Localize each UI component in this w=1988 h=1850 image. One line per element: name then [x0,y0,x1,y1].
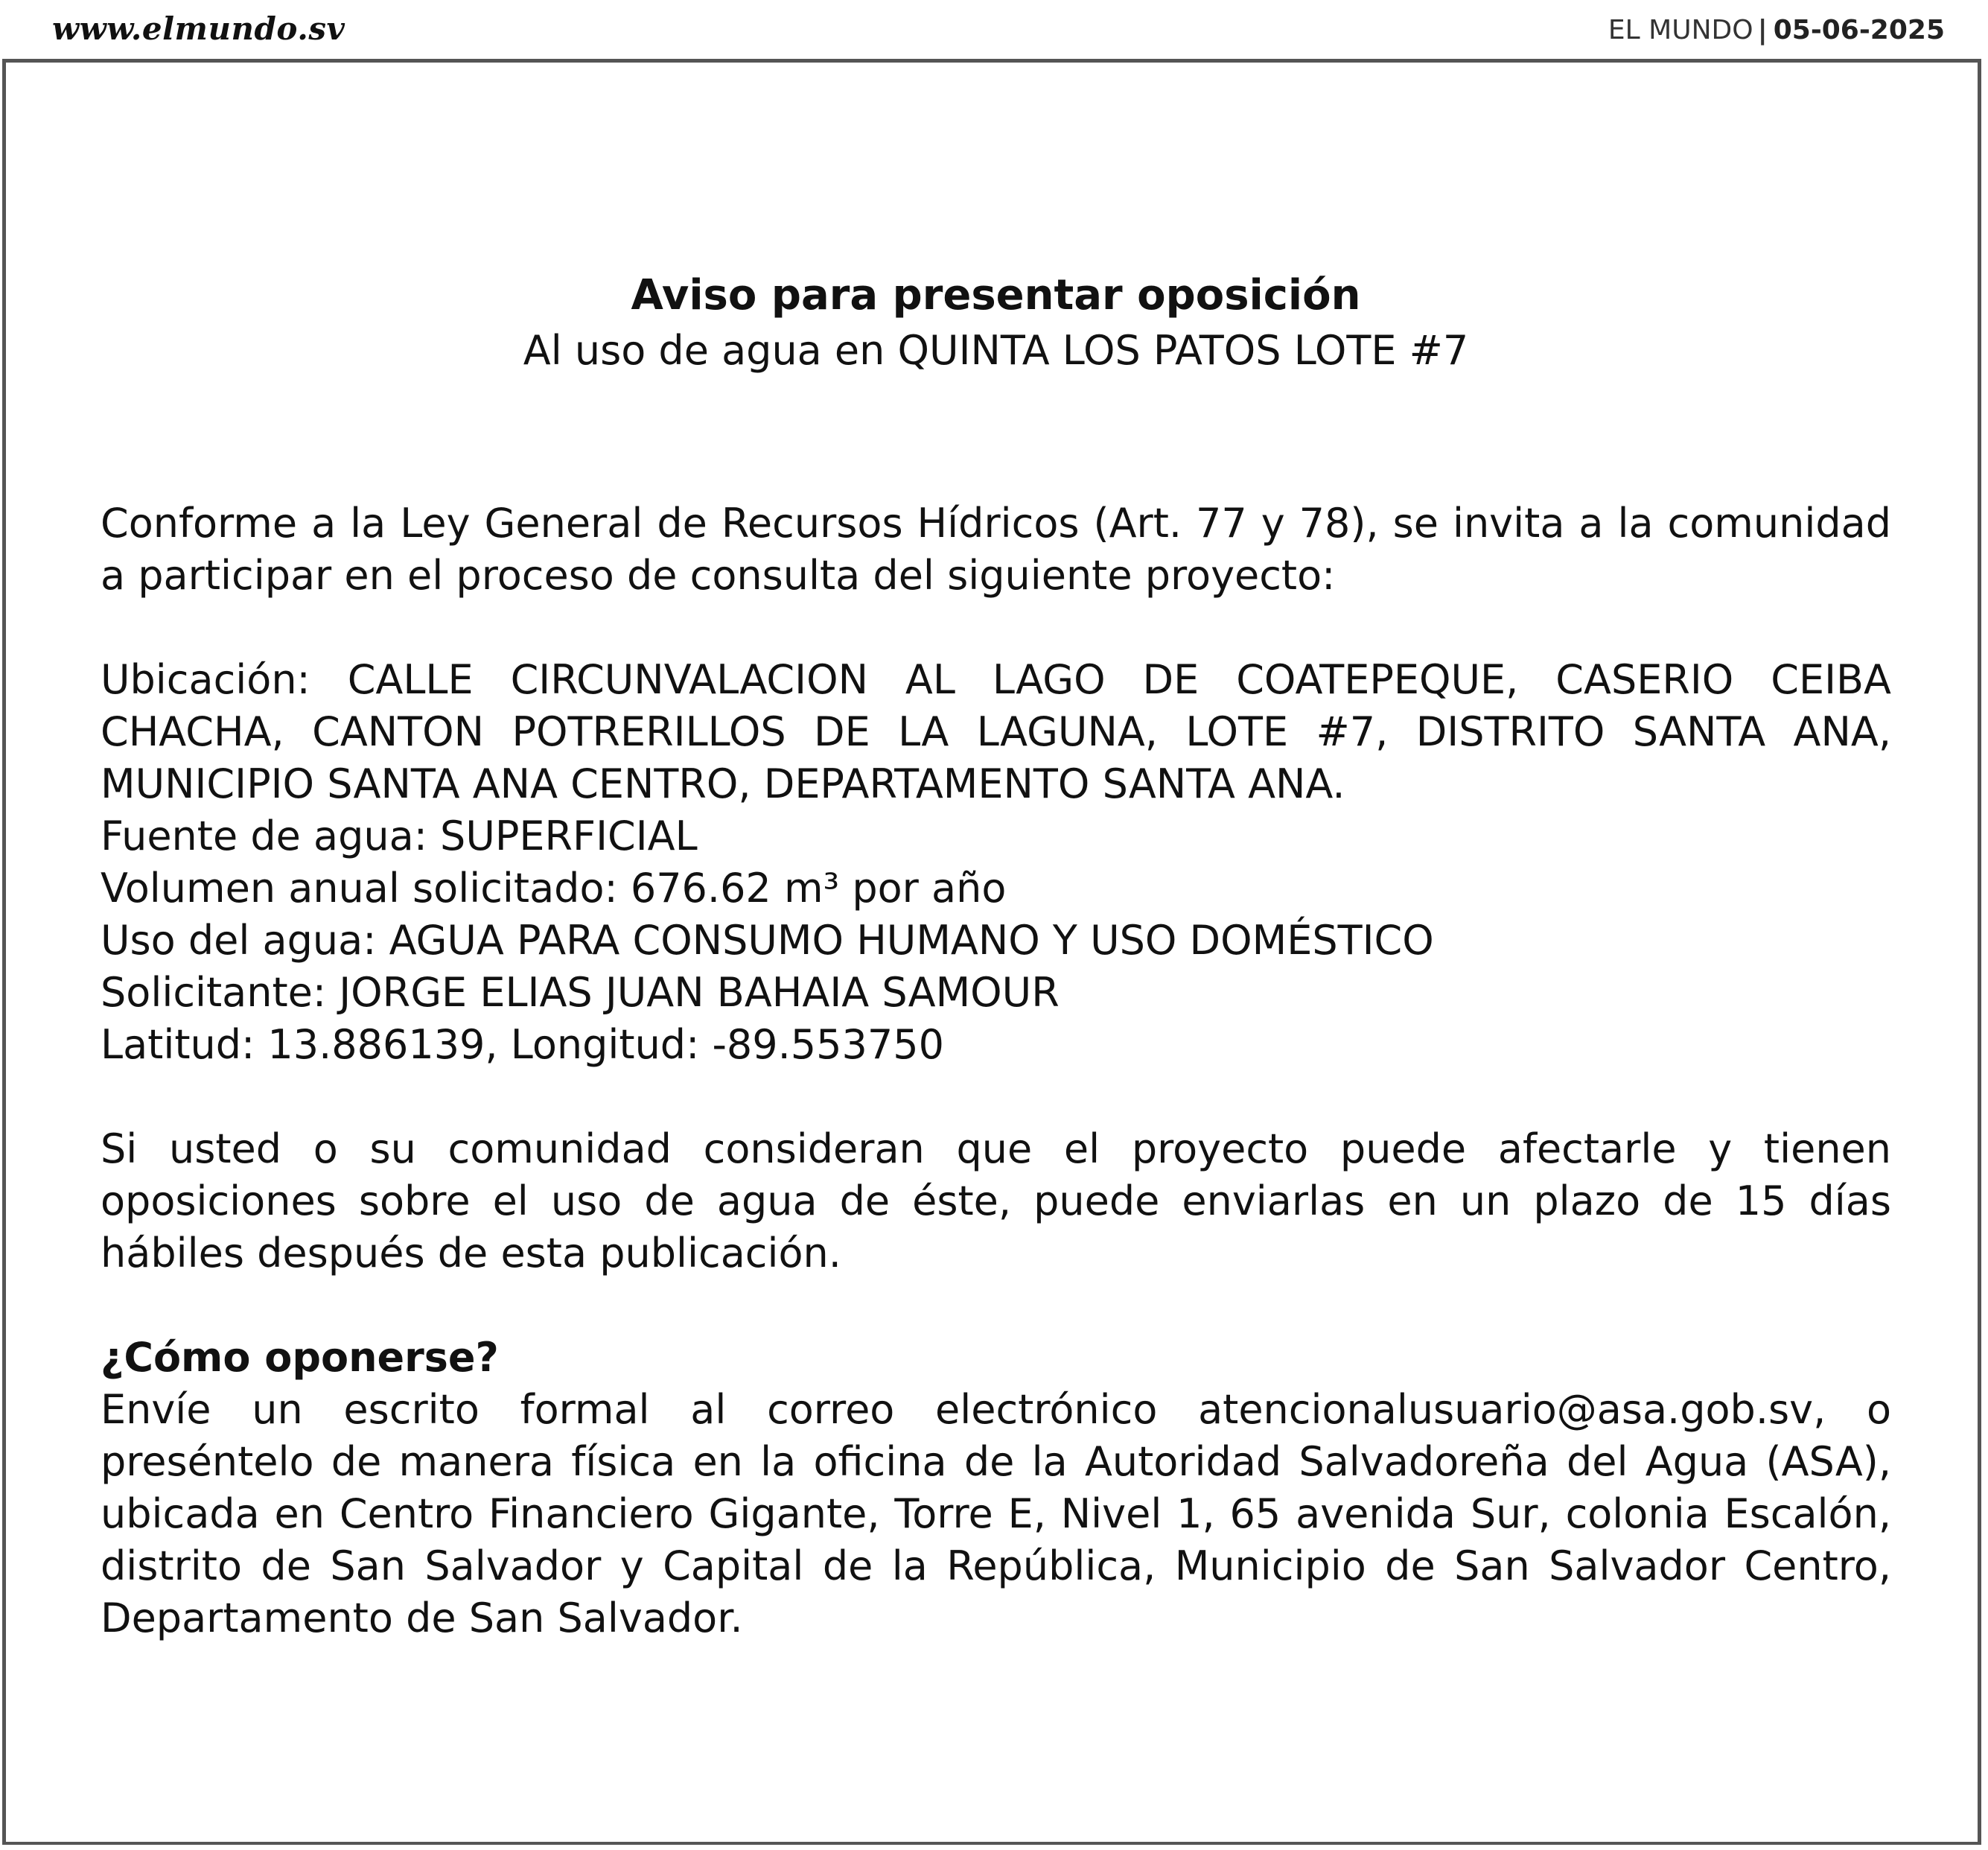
masthead [0,0,1988,60]
how-to-oppose-paragraph: Envíe un escrito formal al correo electrónico atencionalusuario@asa.gob.sv, o preséntelo de manera física en la oficina de la Autoridad Salvadoreña del Agua (ASA), ubicada en Centro Financiero Gigante, Torre E, Nivel 1, 65 avenida Sur, colonia Escalón, distrito de San Salvador y Capital de la República, Municipio de San Salvador Centro, Departamento de San Salvador. [101,1386,1891,1641]
edition-info [1608,15,1945,45]
coordinates-line: Latitud: 13.886139, Longitud: -89.553750 [101,1021,944,1068]
edition-separator: | [1757,15,1768,45]
water-use-line: Uso del agua: AGUA PARA CONSUMO HUMANO Y USO DOMÉSTICO [101,917,1434,964]
notice-content [101,268,1891,1644]
how-to-oppose-heading: ¿Cómo oponerse? [101,1334,499,1381]
publication-date: 05-06-2025 [1773,15,1945,45]
site-url: www.elmundo.sv [52,10,345,47]
applicant-line: Solicitante: JORGE ELIAS JUAN BAHAIA SAMOUR [101,969,1060,1016]
notice-subtitle: Al uso de agua en QUINTA LOS PATOS LOTE #7 [523,327,1469,374]
location-paragraph: Ubicación: CALLE CIRCUNVALACION AL LAGO DE COATEPEQUE, CASERIO CEIBA CHACHA, CANTON POTRERILLOS DE LA LAGUNA, LOTE #7, DISTRITO SANTA ANA, MUNICIPIO SANTA ANA CENTRO, DEPARTAMENTO SANTA ANA. [101,656,1891,807]
publication-name: EL MUNDO [1608,15,1753,45]
intro-paragraph: Conforme a la Ley General de Recursos Hídricos (Art. 77 y 78), se invita a la comunidad a participar en el proceso de consulta del siguiente proyecto: [101,500,1891,599]
annual-volume-line: Volumen anual solicitado: 676.62 m³ por año [101,865,1007,912]
water-source-line: Fuente de agua: SUPERFICIAL [101,813,698,859]
opposition-paragraph: Si usted o su comunidad consideran que el proyecto puede afectarle y tienen oposiciones sobre el uso de agua de éste, puede enviarlas en un plazo de 15 días hábiles después de esta publicación. [101,1125,1891,1277]
notice-title: Aviso para presentar oposición [631,271,1361,320]
